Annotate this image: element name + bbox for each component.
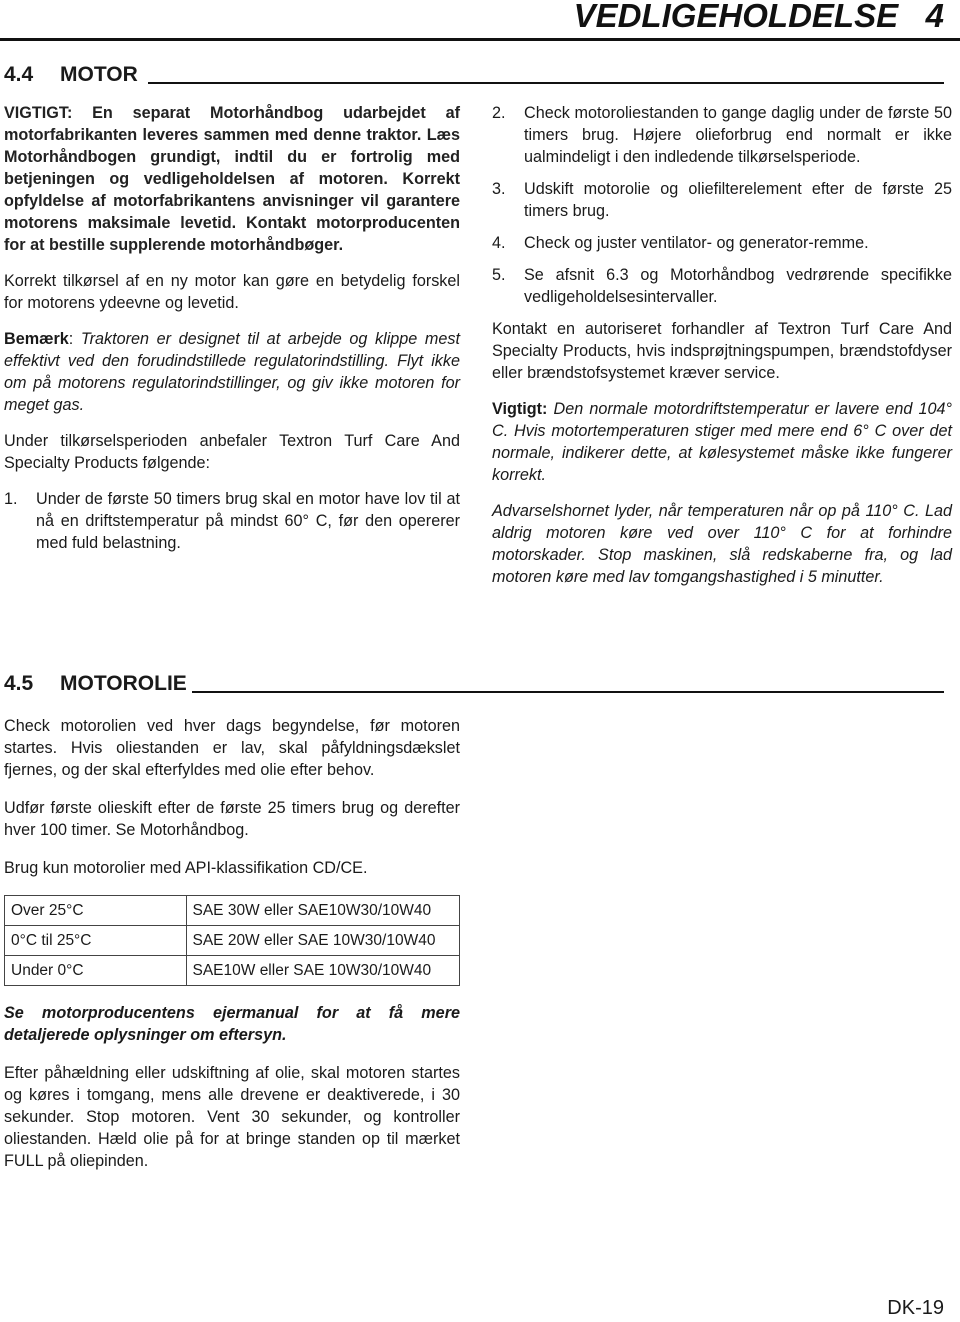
note-text: Traktoren er designet til at arbejde og klippe mest effektivt ved den forudindstillede regulatorindstilling. Flyt ikke om på motorens regulatorindstillinger, og giv ikke motoren for meget gas.: [4, 330, 460, 414]
oil-check-paragraph: Check motorolien ved hver dags begyndelse, før motoren startes. Hvis oliestanden er lav, skal påfyldningsdækslet fjernes, og der skal efterfyldes med olie efter behov.: [4, 717, 460, 779]
section-4-5-rule: [192, 691, 944, 693]
table-cell-temp: 0°C til 25°C: [5, 926, 187, 956]
section-4-4-rule: [148, 82, 944, 84]
table-cell-oil: SAE10W eller SAE 10W30/10W40: [186, 956, 460, 986]
list-item: [4, 488, 460, 554]
note-paragraph: [4, 328, 460, 416]
table-cell-oil: SAE 20W eller SAE 10W30/10W40: [186, 926, 460, 956]
important-label: Vigtigt:: [492, 400, 548, 418]
contact-paragraph: Kontakt en autoriseret forhandler af Textron Turf Care And Specialty Products, hvis indsprøjtningspumpen, brændstofdyser eller brændstofsystemet kræver service.: [492, 320, 952, 382]
oil-spec-paragraph: Brug kun motorolier med API-klassifikation CD/CE.: [4, 859, 368, 877]
list-item: [492, 102, 952, 168]
section-title: MOTOROLIE: [60, 672, 187, 695]
break-in-paragraph: Korrekt tilkørsel af en ny motor kan gøre en betydelig forskel for motorens ydeevne og levetid.: [4, 272, 460, 312]
oil-fill-paragraph: Efter påhældning eller udskiftning af olie, skal motoren startes og køres i tomgang, mens alle drevene er deaktiverede, i 30 sekunder. Stop motoren. Vent 30 sekunder, og kontroller oliestanden. Hæld olie på for at bringe standen op til mærket FULL på oliepinden.: [4, 1064, 460, 1170]
list-text: Check og juster ventilator- og generator-remme.: [524, 234, 869, 252]
warning-paragraph: VIGTIGT: En separat Motorhåndbog udarbejdet af motorfabrikanten leveres sammen med denne traktor. Læs Motorhåndbogen grundigt, indtil du er fortrolig med betjeningen og vedligeholdelsen af motoren. Korrekt opfyldelse af motorfabrikantens anvisninger vil garantere motorens maksimale levetid. Kontakt motorproducenten for at bestille supplerende motorhåndbøger.: [4, 104, 460, 254]
list-number: 1.: [4, 490, 18, 508]
list-text: Check motoroliestanden to gange daglig under de første 50 timers brug. Højere olieforbrug end normalt er ikke ualmindeligt i den indledende tilkørselsperiode.: [524, 104, 952, 166]
list-item: [492, 264, 952, 308]
list-number: 3.: [492, 180, 506, 198]
oil-section: [4, 715, 460, 1172]
section-4-5-heading: [4, 671, 187, 697]
important-text: Den normale motordriftstemperatur er lavere end 104° C. Hvis motortemperaturen stiger med mere end 6° C over det normale, indikerer dette, at kølesystemet måske ikke fungerer korrekt.: [492, 400, 952, 484]
oil-table: [4, 895, 460, 986]
page-number: DK-19: [887, 1297, 944, 1319]
chapter-title: VEDLIGEHOLDELSE: [573, 0, 899, 34]
section-number: 4.4: [4, 63, 34, 86]
list-number: 4.: [492, 234, 506, 252]
left-column: [4, 102, 460, 554]
note-colon: :: [68, 330, 74, 348]
oil-change-paragraph: Udfør første olieskift efter de første 25 timers brug og derefter hver 100 timer. Se Motorhåndbog.: [4, 799, 460, 839]
chapter-header: [574, 0, 944, 32]
table-cell-temp: Under 0°C: [5, 956, 187, 986]
list-item: [492, 232, 952, 254]
section-title: MOTOR: [60, 63, 138, 86]
note-label: Bemærk: [4, 330, 69, 348]
section-4-4-heading: [4, 62, 138, 88]
right-column: [492, 102, 952, 588]
chapter-number: 4: [925, 0, 944, 34]
list-number: 2.: [492, 104, 506, 122]
important-paragraph: [492, 398, 952, 486]
list-text: Under de første 50 timers brug skal en motor have lov til at nå en driftstemperatur på mindst 60° C, før den opererer med fuld belastning.: [36, 490, 460, 552]
list-text: Se afsnit 6.3 og Motorhåndbog vedrørende specifikke vedligeholdelsesintervaller.: [524, 266, 952, 306]
table-row: [5, 926, 460, 956]
table-row: [5, 956, 460, 986]
header-rule: [0, 38, 960, 41]
break-in-intro: Under tilkørselsperioden anbefaler Textron Turf Care And Specialty Products følgende:: [4, 432, 460, 472]
table-cell-temp: Over 25°C: [5, 896, 187, 926]
horn-paragraph: Advarselshornet lyder, når temperaturen når op på 110° C. Lad aldrig motoren køre ved over 110° C for at forhindre motorskader. Stop maskinen, slå redskaberne fra, og lad motoren køre med lav tomgangshastighed i 5 minutter.: [492, 502, 952, 586]
manual-note: Se motorproducentens ejermanual for at få mere detaljerede oplysninger om eftersyn.: [4, 1004, 460, 1044]
list-item: [492, 178, 952, 222]
list-number: 5.: [492, 266, 506, 284]
section-number: 4.5: [4, 672, 34, 695]
table-cell-oil: SAE 30W eller SAE10W30/10W40: [186, 896, 460, 926]
table-row: [5, 896, 460, 926]
list-text: Udskift motorolie og oliefilterelement efter de første 25 timers brug.: [524, 180, 952, 220]
